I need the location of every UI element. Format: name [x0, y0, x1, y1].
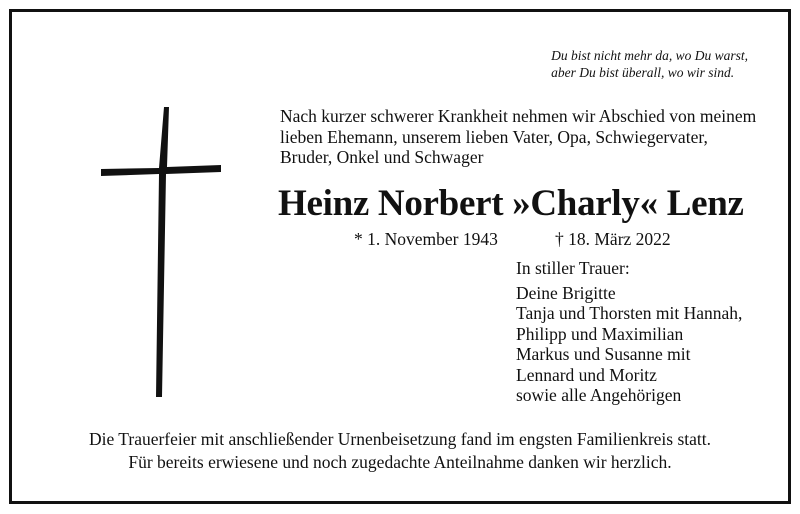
- birth-date: * 1. November 1943: [354, 229, 498, 249]
- death-date: † 18. März 2022: [555, 229, 671, 249]
- intro-line: lieben Ehemann, unserem lieben Vater, Opa, Schwiegervater,: [280, 126, 708, 147]
- mourners-list: [516, 258, 742, 406]
- mourner-entry: Lennard und Moritz: [516, 364, 657, 385]
- mourners-heading: In stiller Trauer:: [516, 258, 630, 278]
- deceased-name: Heinz Norbert »Charly« Lenz: [278, 183, 744, 224]
- motto-line-2: aber Du bist überall, wo wir sind.: [551, 65, 735, 80]
- mourner-entry: Philipp und Maximilian: [516, 323, 684, 344]
- mourner-entry: sowie alle Angehörigen: [516, 385, 682, 405]
- footer-line-2: Für bereits erwiesene und noch zugedachte Anteilnahme danken wir herzlich.: [128, 452, 672, 472]
- cross-icon: [100, 107, 224, 399]
- intro-line: Nach kurzer schwerer Krankheit nehmen wir Abschied von meinem: [280, 106, 757, 126]
- mourner-entry: Deine Brigitte: [516, 282, 616, 303]
- obituary-frame: [9, 9, 791, 504]
- motto-line-1: Du bist nicht mehr da, wo Du warst,: [551, 48, 748, 63]
- intro-text: [280, 106, 756, 168]
- footer-line-1: Die Trauerfeier mit anschließender Urnenbeisetzung fand im engsten Familienkreis statt.: [88, 429, 712, 449]
- motto-quote: [551, 47, 748, 81]
- mourner-entry: Markus und Susanne mit: [516, 344, 691, 364]
- mourner-entry: Tanja und Thorsten mit Hannah,: [516, 303, 743, 323]
- footer-notice: [12, 428, 788, 474]
- intro-line: Bruder, Onkel und Schwager: [280, 147, 484, 167]
